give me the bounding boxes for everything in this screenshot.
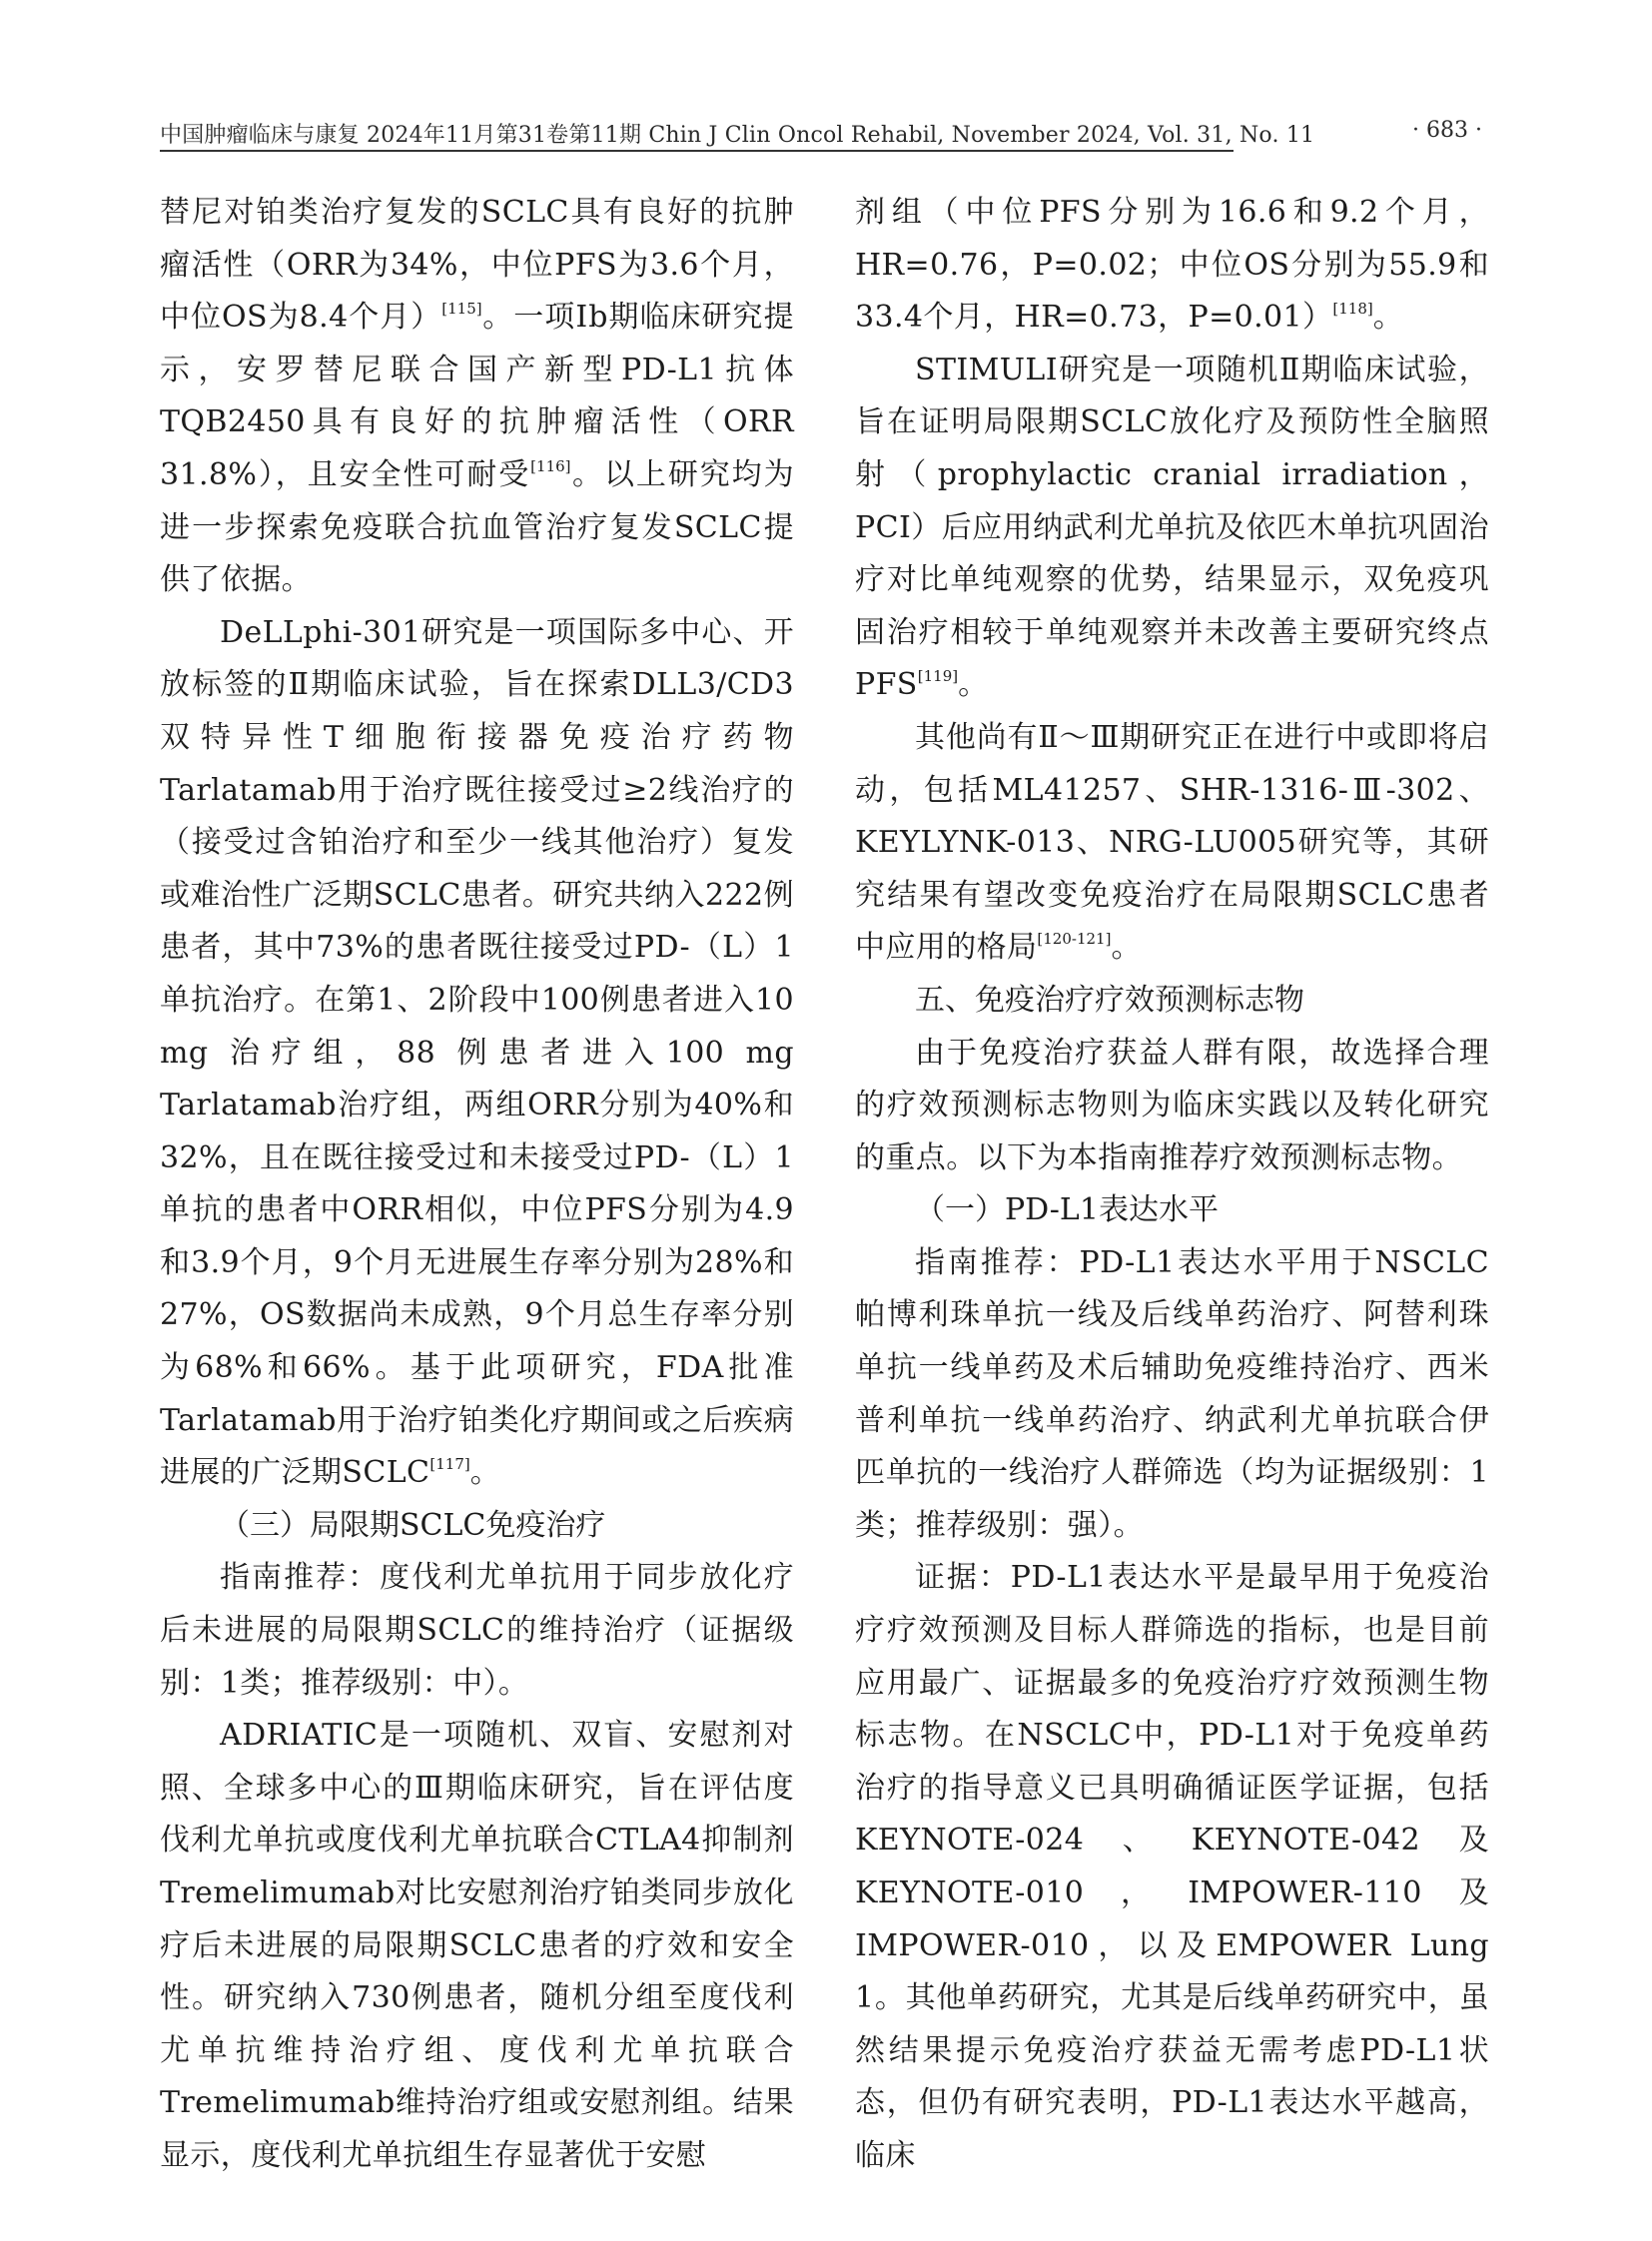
citation-118: [118] <box>1332 300 1373 319</box>
paragraph-dellphi301: DeLLphi-301研究是一项国际多中心、开放标签的Ⅱ期临床试验，旨在探索DLL3/CD3双特异性T细胞衔接器免疫治疗药物Tarlatamab用于治疗既往接受过≥2线治疗的（接受过含铂治疗和至少一线其他治疗）复发或难治性广泛期SCLC患者。研究共纳入222例患者，其中73%的患者既往接受过PD-（L）1单抗治疗。在第1、2阶段中100例患者进入10 mg 治疗组，88 例患者进入100 mg Tarlatamab治疗组，两组ORR分别为40%和32%，且在既往接受过和未接受过PD-（L）1单抗的患者中ORR相似，中位PFS分别为4.9和3.9个月，9个月无进展生存率分别为28%和27%，OS数据尚未成熟，9个月总生存率分别为68%和66%。基于此项研究，FDA批准Tarlatamab用于治疗铂类化疗期间或之后疾病进展的广泛期SCLC[117]。 <box>160 614 794 1491</box>
section-heading-biomarkers: 五、免疫治疗疗效预测标志物 <box>915 982 1304 1018</box>
citation-115: [115] <box>441 300 482 319</box>
citation-116: [116] <box>530 456 571 475</box>
page-number: · 683 · <box>1412 118 1482 143</box>
right-column <box>855 187 1489 2183</box>
paragraph-stimuli: STIMULI研究是一项随机Ⅱ期临床试验，旨在证明局限期SCLC放化疗及预防性全脑照射（prophylactic cranial irradiation，PCI）后应用纳武利尤单抗及依匹木单抗巩固治疗对比单纯观察的优势，结果显示，双免疫巩固治疗相较于单纯观察并未改善主要研究终点PFS[119]。 <box>855 352 1489 703</box>
paragraph-biomarker-intro: 由于免疫治疗获益人群有限，故选择合理的疗效预测标志物则为临床实践以及转化研究的重点。以下为本指南推荐疗效预测标志物。 <box>855 1035 1489 1175</box>
paragraph-guideline-durvalumab: 指南推荐：度伐利尤单抗用于同步放化疗后未进展的局限期SCLC的维持治疗（证据级别：1类；推荐级别：中）。 <box>160 1560 794 1701</box>
paragraph-adriatic-cont: 剂组（中位PFS分别为16.6和9.2个月，HR=0.76，P=0.02；中位OS分别为55.9和33.4个月，HR=0.73，P=0.01）[118]。 <box>855 195 1489 336</box>
citation-120-121: [120-121] <box>1037 930 1112 949</box>
paragraph-ongoing-trials: 其他尚有Ⅱ～Ⅲ期研究正在进行中或即将启动，包括ML41257、SHR-1316-Ⅲ-302、KEYLYNK-013、NRG-LU005研究等，其研究结果有望改变免疫治疗在局限期SCLC患者中应用的格局[120-121]。 <box>855 719 1489 966</box>
header-rule <box>160 150 1234 152</box>
journal-citation: 中国肿瘤临床与康复 2024年11月第31卷第11期 Chin J Clin Oncol Rehabil, November 2024, Vol. 31, No. 11 <box>160 123 1315 148</box>
paragraph-adriatic: ADRIATIC是一项随机、双盲、安慰剂对照、全球多中心的Ⅲ期临床研究，旨在评估度伐利尤单抗或度伐利尤单抗联合CTLA4抑制剂Tremelimumab对比安慰剂治疗铂类同步放化疗后未进展的局限期SCLC患者的疗效和安全性。研究纳入730例患者，随机分组至度伐利尤单抗维持治疗组、度伐利尤单抗联合Tremelimumab维持治疗组或安慰剂组。结果显示，度伐利尤单抗组生存显著优于安慰 <box>160 1718 794 2173</box>
citation-119: [119] <box>917 667 959 686</box>
paragraph-guideline-pdl1: 指南推荐：PD-L1表达水平用于NSCLC帕博利珠单抗一线及后线单药治疗、阿替利珠单抗一线单药及术后辅助免疫维持治疗、西米普利单抗一线单药治疗、纳武利尤单抗联合伊匹单抗的一线治疗人群筛选（均为证据级别：1类；推荐级别：强）。 <box>855 1244 1489 1543</box>
citation-117: [117] <box>429 1455 470 1474</box>
subsection-heading-pdl1: （一）PD-L1表达水平 <box>915 1192 1219 1228</box>
running-header <box>160 118 1488 148</box>
left-column <box>160 187 794 2183</box>
section-heading-limited-stage: （三）局限期SCLC免疫治疗 <box>220 1507 606 1543</box>
paragraph-pdl1-evidence: 证据：PD-L1表达水平是最早用于免疫治疗疗效预测及目标人群筛选的指标，也是目前应用最广、证据最多的免疫治疗疗效预测生物标志物。在NSCLC中，PD-L1对于免疫单药治疗的指导意义已具明确循证医学证据，包括KEYNOTE-024、KEYNOTE-042及KEYNOTE-010，IMPOWER-110及IMPOWER-010，以及EMPOWER Lung 1。其他单药研究，尤其是后线单药研究中，虽然结果提示免疫治疗获益无需考虑PD-L1状态，但仍有研究表明，PD-L1表达水平越高，临床 <box>855 1560 1489 2173</box>
paragraph-anlotinib: 替尼对铂类治疗复发的SCLC具有良好的抗肿瘤活性（ORR为34%，中位PFS为3.6个月，中位OS为8.4个月）[115]。一项Ⅰb期临床研究提示，安罗替尼联合国产新型PD-L1抗体TQB2450具有良好的抗肿瘤活性（ORR 31.8%），且安全性可耐受[116]。以上研究均为进一步探索免疫联合抗血管治疗复发SCLC提供了依据。 <box>160 195 794 598</box>
